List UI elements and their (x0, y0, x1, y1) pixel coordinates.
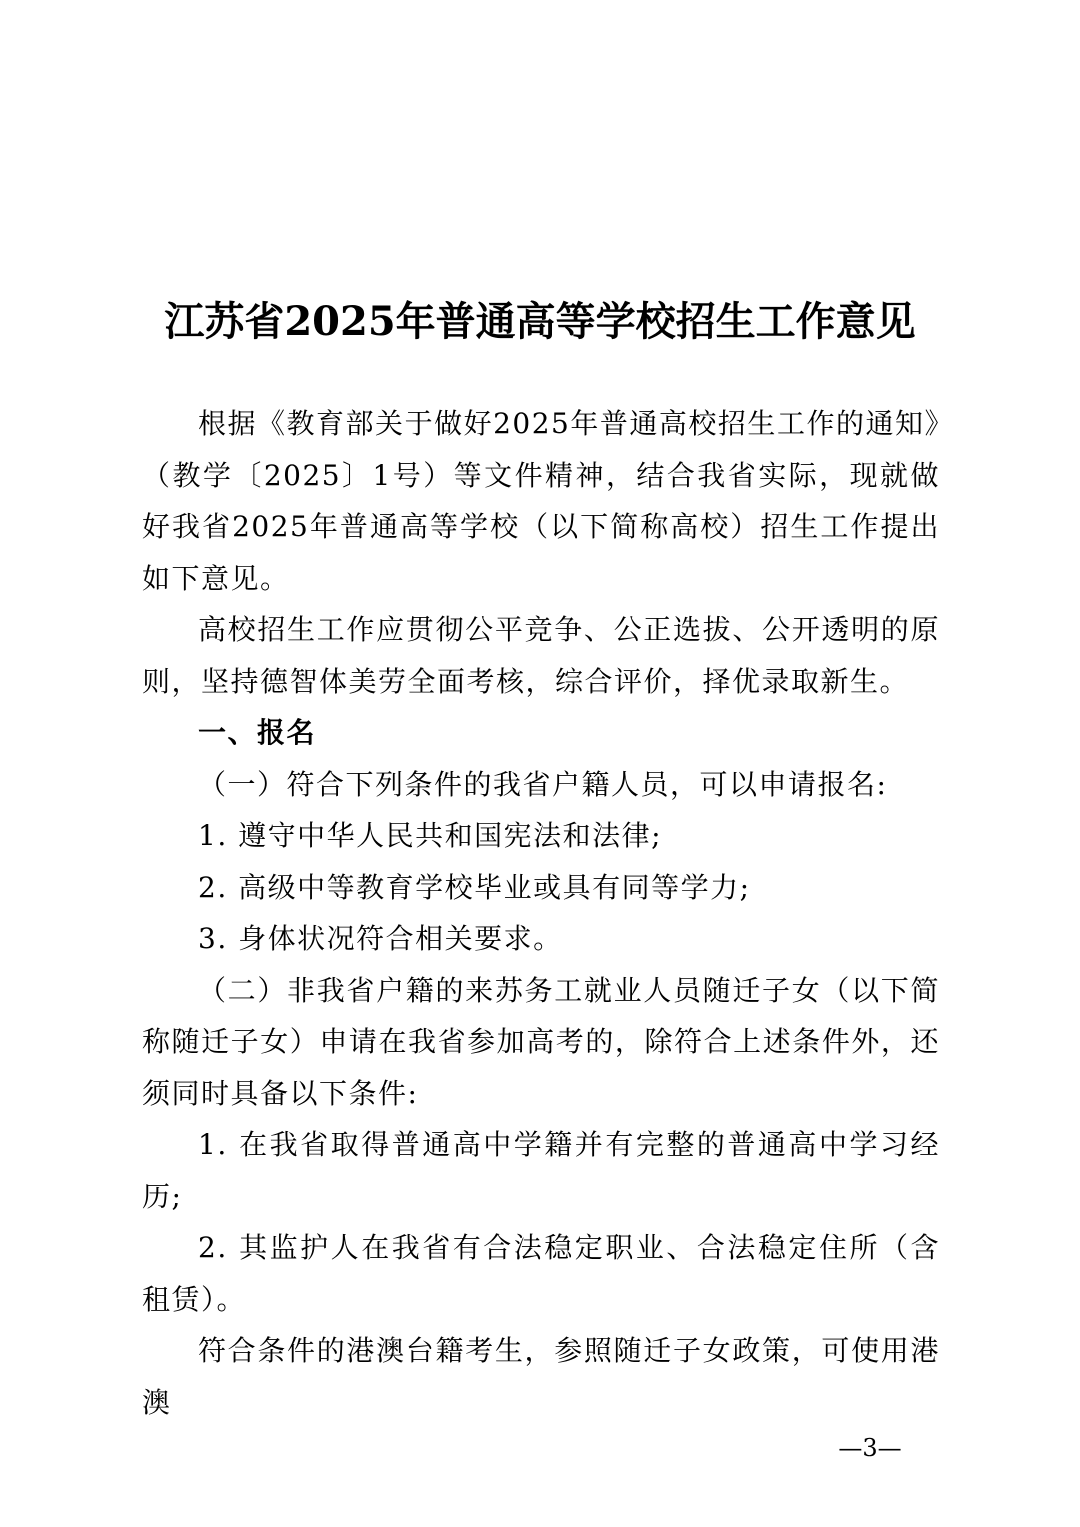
paragraph-hmt-students: 符合条件的港澳台籍考生，参照随迁子女政策，可使用港澳 (142, 1334, 940, 1419)
list-item: 3. 身体状况符合相关要求。 (198, 922, 563, 955)
section-heading-registration: 一、报名 (198, 716, 317, 749)
list-item: 2. 其监护人在我省有合法稳定职业、合法稳定住所（含租赁）。 (142, 1231, 940, 1316)
page-number: —3— (838, 1434, 902, 1462)
paragraph-principles: 高校招生工作应贯彻公平竞争、公正选拔、公开透明的原则，坚持德智体美劳全面考核，综合评价，择优录取新生。 (142, 613, 940, 698)
paragraph-intro: 根据《教育部关于做好2025年普通高校招生工作的通知》（教学〔2025〕1号）等文件精神，结合我省实际，现就做好我省2025年普通高等学校（以下简称高校）招生工作提出如下意见。 (142, 407, 940, 595)
document-body (142, 398, 940, 1428)
list-item: 2. 高级中等教育学校毕业或具有同等学力; (198, 870, 751, 904)
paragraph-item-2: （二）非我省户籍的来苏务工就业人员随迁子女（以下简称随迁子女）申请在我省参加高考的，除符合上述条件外，还须同时具备以下条件: (142, 973, 940, 1110)
list-item: 1. 遵守中华人民共和国宪法和法律; (198, 819, 663, 852)
paragraph-item-1: （一）符合下列条件的我省户籍人员，可以申请报名: (198, 767, 888, 801)
list-item: 1. 在我省取得普通高中学籍并有完整的普通高中学习经历; (142, 1128, 940, 1213)
document-title: 江苏省2025年普通高等学校招生工作意见 (164, 298, 916, 345)
